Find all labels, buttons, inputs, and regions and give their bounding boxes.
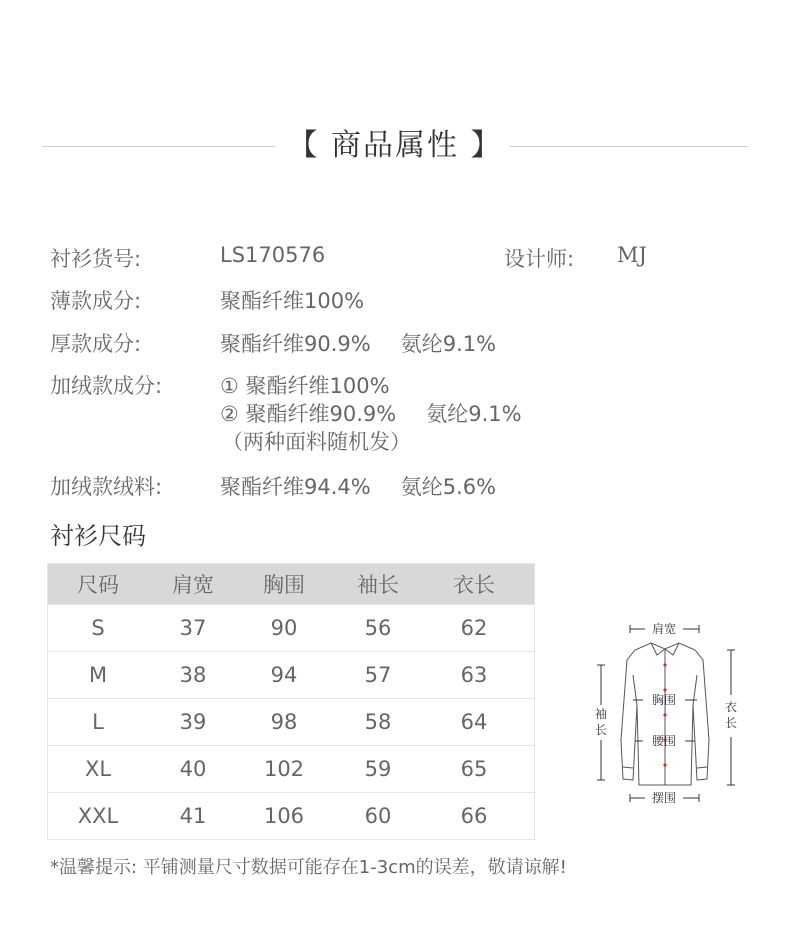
size-table — [47, 563, 535, 840]
diagram-sleeve-label-2: 长 — [594, 723, 608, 737]
size-cell: M — [88, 663, 108, 687]
diagram-hem-label: 摆围 — [651, 791, 677, 805]
thick-composition-spandex: 氨纶9.1% — [400, 332, 497, 356]
diagram-length-label-2: 长 — [724, 716, 738, 730]
chest-cell: 98 — [270, 710, 298, 734]
table-row — [48, 651, 534, 698]
length-cell: 65 — [460, 757, 488, 781]
chest-cell: 106 — [263, 804, 305, 828]
thin-composition-value: 聚酯纤维100% — [220, 289, 365, 313]
fleece-option-2 — [220, 398, 522, 428]
size-cell: L — [92, 710, 104, 734]
header-chest: 胸围 — [263, 573, 305, 597]
fleece-option-2-polyester: ② 聚酯纤维90.9% — [220, 402, 397, 426]
thin-composition-label: 薄款成分: — [50, 289, 142, 313]
size-cell: S — [91, 616, 105, 640]
sleeve-cell: 58 — [364, 710, 392, 734]
designer-label: 设计师: — [504, 247, 575, 271]
length-cell: 66 — [460, 804, 488, 828]
length-cell: 62 — [460, 616, 488, 640]
table-row — [48, 792, 534, 839]
header-sleeve: 袖长 — [357, 573, 399, 597]
size-table-header — [48, 564, 534, 604]
chest-cell: 90 — [270, 616, 298, 640]
diagram-chest-label: 胸围 — [651, 693, 677, 707]
length-cell: 64 — [460, 710, 488, 734]
table-row — [48, 745, 534, 792]
measurement-note: *温馨提示: 平铺测量尺寸数据可能存在1-3cm的误差，敬请谅解! — [50, 857, 567, 878]
sleeve-cell: 56 — [364, 616, 392, 640]
size-cell: XXL — [77, 804, 119, 828]
diagram-length-label-1: 衣 — [724, 700, 738, 714]
diagram-sleeve-label-1: 袖 — [594, 707, 608, 721]
table-row — [48, 604, 534, 651]
header-size: 尺码 — [77, 573, 119, 597]
shirt-measurement-diagram — [585, 615, 745, 810]
fleece-fabric-value — [220, 471, 496, 501]
page-title: 【 商品属性 】 — [287, 128, 503, 163]
fleece-option-1: ① 聚酯纤维100% — [220, 374, 390, 398]
fleece-fabric-label: 加绒款绒料: — [50, 475, 163, 499]
shoulder-cell: 41 — [179, 804, 207, 828]
header-length: 衣长 — [453, 573, 495, 597]
fleece-composition-label: 加绒款成分: — [50, 374, 163, 398]
sleeve-cell: 57 — [364, 663, 392, 687]
sleeve-cell: 60 — [364, 804, 392, 828]
chest-cell: 102 — [263, 757, 305, 781]
fleece-fabric-polyester: 聚酯纤维94.4% — [220, 475, 371, 499]
fleece-fabric-spandex: 氨纶5.6% — [400, 475, 497, 499]
fleece-random-note: （两种面料随机发） — [222, 430, 411, 454]
chest-cell: 94 — [270, 663, 298, 687]
length-cell: 63 — [460, 663, 488, 687]
size-section-title: 衬衫尺码 — [50, 522, 146, 550]
shoulder-cell: 39 — [179, 710, 207, 734]
fleece-option-2-spandex: 氨纶9.1% — [426, 402, 522, 426]
item-no-value: LS170576 — [220, 243, 326, 267]
sleeve-cell: 59 — [364, 757, 392, 781]
table-row — [48, 698, 534, 745]
thick-composition-polyester: 聚酯纤维90.9% — [220, 332, 371, 356]
shoulder-cell: 40 — [179, 757, 207, 781]
shoulder-cell: 38 — [179, 663, 207, 687]
designer-value: MJ — [617, 243, 647, 267]
header-shoulder: 肩宽 — [172, 573, 214, 597]
shirt-diagram-svg — [585, 615, 745, 810]
size-cell: XL — [84, 757, 112, 781]
item-no-label: 衬衫货号: — [50, 247, 142, 271]
diagram-waist-label: 腰围 — [651, 734, 677, 748]
thick-composition-label: 厚款成分: — [50, 332, 142, 356]
diagram-shoulder-label: 肩宽 — [651, 622, 677, 636]
measurement-arrows — [594, 625, 738, 802]
thick-composition-value — [220, 328, 496, 358]
shoulder-cell: 37 — [179, 616, 207, 640]
